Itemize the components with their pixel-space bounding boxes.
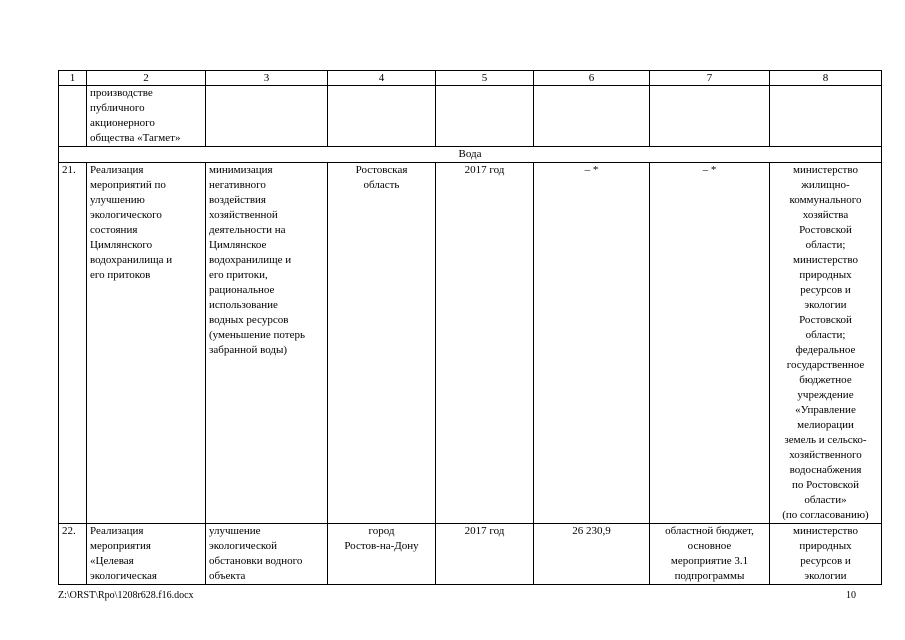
row-number: 21.: [59, 163, 87, 524]
goal-cell: минимизация негативного воздействия хозяйственной деятельности на Цимлянское водохранилище и его притоки, рациональное использование водных ресурсов (уменьшение потерь забранной воды): [206, 163, 328, 524]
header-cell: 1: [59, 71, 87, 86]
goal-cell: улучшение экологической обстановки водного объекта: [206, 524, 328, 585]
table-cell: [770, 86, 882, 147]
header-cell: 5: [436, 71, 534, 86]
amount-cell: – *: [534, 163, 650, 524]
header-cell: 2: [87, 71, 206, 86]
measure-name-cell: Реализация мероприятий по улучшению экологического состояния Цимлянского водохранилища и его притоков: [87, 163, 206, 524]
section-row: [59, 147, 882, 163]
table-row: [59, 86, 882, 147]
page-number: 10: [846, 590, 856, 601]
source-cell: областной бюджет, основное мероприятие 3.1 подпрограммы: [650, 524, 770, 585]
table-cell: [436, 86, 534, 147]
table-cell: [328, 86, 436, 147]
year-cell: 2017 год: [436, 163, 534, 524]
place-cell: Ростовская область: [328, 163, 436, 524]
measure-name-cell: производстве публичного акционерного общества «Тагмет»: [87, 86, 206, 147]
table-cell: [59, 86, 87, 147]
year-cell: 2017 год: [436, 524, 534, 585]
row-number: 22.: [59, 524, 87, 585]
table-cell: [206, 86, 328, 147]
section-title: Вода: [59, 147, 882, 163]
header-cell: 3: [206, 71, 328, 86]
measure-name-cell: Реализация мероприятия «Целевая экологическая: [87, 524, 206, 585]
executor-cell: министерство жилищно- коммунального хозяйства Ростовской области; министерство природных ресурсов и экологии Ростовской области; федеральное государственное бюджетное учреждение «Управление мелиорации земель и сельско- хозяйственного водоснабжения по Ростовской области» (по согласованию): [770, 163, 882, 524]
header-cell: 7: [650, 71, 770, 86]
source-cell: – *: [650, 163, 770, 524]
executor-cell: министерство природных ресурсов и экологии: [770, 524, 882, 585]
document-table: [58, 70, 882, 585]
header-cell: 8: [770, 71, 882, 86]
table-cell: [534, 86, 650, 147]
footer-file-path: Z:\ORST\Rpo\1208r628.f16.docx: [58, 590, 194, 601]
header-cell: 6: [534, 71, 650, 86]
place-cell: город Ростов-на-Дону: [328, 524, 436, 585]
table-row: [59, 524, 882, 585]
header-cell: 4: [328, 71, 436, 86]
amount-cell: 26 230,9: [534, 524, 650, 585]
table-cell: [650, 86, 770, 147]
table-row: [59, 163, 882, 524]
table-header-row: [59, 71, 882, 86]
